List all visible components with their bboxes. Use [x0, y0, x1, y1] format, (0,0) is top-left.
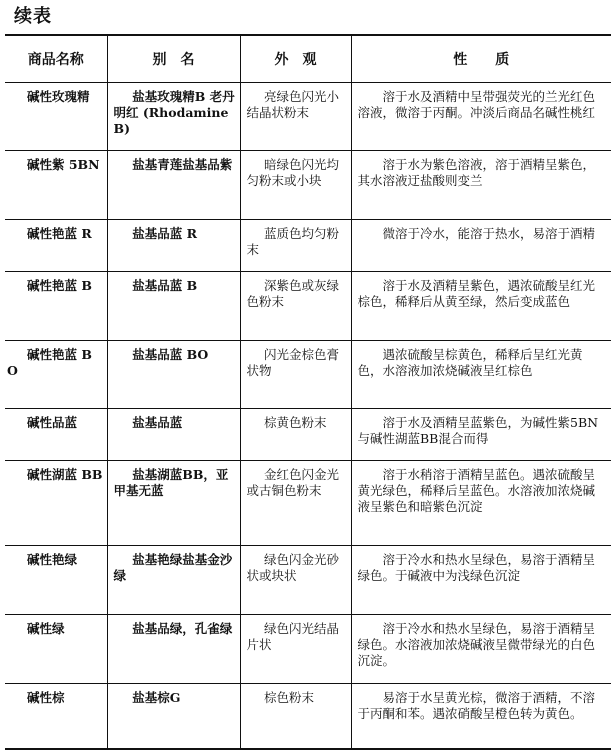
properties-cell: 溶于水为紫色溶液，溶于酒精呈紫色，其水溶液迂盐酸则变兰 [351, 151, 611, 220]
product-name-cell: 碱性艳蓝 R [5, 220, 107, 272]
properties-cell: 微溶于冷水，能溶于热水，易溶于酒精 [351, 220, 611, 272]
table-row [5, 615, 611, 684]
appearance-cell: 暗绿色闪光均匀粉末或小块 [240, 151, 351, 220]
product-name-cell: 碱性棕 [5, 684, 107, 750]
alias-cell: 盐基棕G [107, 684, 240, 750]
table-row [5, 272, 611, 341]
product-name-cell: 碱性品蓝 [5, 409, 107, 461]
alias-cell: 盐基玫瑰精B 老丹明红 (Rhodamine B) [107, 83, 240, 151]
properties-cell: 易溶于水呈黄光棕，微溶于酒精，不溶于丙酮和苯。遇浓硝酸呈橙色转为黄色。 [351, 684, 611, 750]
header-row [5, 35, 611, 83]
dye-properties-table [5, 34, 611, 750]
table-row [5, 83, 611, 151]
header-properties: 性 质 [351, 35, 611, 83]
properties-cell: 溶于水及酒精呈紫色，遇浓硫酸呈红光棕色，稀释后从黄至绿，然后变成蓝色 [351, 272, 611, 341]
product-name-cell: 碱性紫 5BN [5, 151, 107, 220]
table-row [5, 341, 611, 409]
properties-cell: 溶于冷水和热水呈绿色，易溶于酒精呈绿色。于碱液中为浅绿色沉淀 [351, 546, 611, 615]
alias-cell: 盐基艳绿盐基金沙绿 [107, 546, 240, 615]
product-name-cell: 碱性玫瑰精 [5, 83, 107, 151]
alias-cell: 盐基青莲盐基品紫 [107, 151, 240, 220]
properties-cell: 溶于水稍溶于酒精呈蓝色。遇浓硫酸呈黄光绿色，稀释后呈蓝色。水溶液加浓烧碱液呈紫色和暗紫色沉淀 [351, 461, 611, 546]
properties-cell: 溶于水及酒精中呈带强荧光的兰光红色溶液，微溶于丙酮。冲淡后商品名碱性桃红 [351, 83, 611, 151]
appearance-cell: 绿色闪金光砂状或块状 [240, 546, 351, 615]
alias-cell: 盐基品蓝 R [107, 220, 240, 272]
alias-cell: 盐基品绿，孔雀绿 [107, 615, 240, 684]
appearance-cell: 闪光金棕色膏状物 [240, 341, 351, 409]
properties-cell: 遇浓硫酸呈棕黄色，稀释后呈红光黄色，水溶液加浓烧碱液呈红棕色 [351, 341, 611, 409]
header-product-name: 商品名称 [5, 35, 107, 83]
appearance-cell: 深紫色或灰绿色粉末 [240, 272, 351, 341]
table-row [5, 151, 611, 220]
appearance-cell: 蓝质色均匀粉末 [240, 220, 351, 272]
table-row [5, 409, 611, 461]
product-name-cell: 碱性艳蓝 B [5, 272, 107, 341]
appearance-cell: 绿色闪光结晶片状 [240, 615, 351, 684]
product-name-cell: 碱性绿 [5, 615, 107, 684]
table-row [5, 546, 611, 615]
appearance-cell: 金红色闪金光或古铜色粉末 [240, 461, 351, 546]
table-row [5, 684, 611, 750]
properties-cell: 溶于冷水和热水呈绿色，易溶于酒精呈绿色。水溶液加浓烧碱液呈微带绿光的白色沉淀。 [351, 615, 611, 684]
alias-cell: 盐基品蓝 B [107, 272, 240, 341]
appearance-cell: 棕黄色粉末 [240, 409, 351, 461]
table-row [5, 220, 611, 272]
alias-cell: 盐基品蓝 [107, 409, 240, 461]
appearance-cell: 棕色粉末 [240, 684, 351, 750]
header-alias: 别 名 [107, 35, 240, 83]
properties-cell: 溶于水及酒精呈蓝紫色，为碱性紫5BN与碱性湖蓝BB混合而得 [351, 409, 611, 461]
header-appearance: 外 观 [240, 35, 351, 83]
product-name-cell: 碱性湖蓝 BB [5, 461, 107, 546]
product-name-cell: 碱性艳绿 [5, 546, 107, 615]
appearance-cell: 亮绿色闪光小结晶状粉末 [240, 83, 351, 151]
continuation-label: 续表 [14, 6, 52, 27]
product-name-cell: 碱性艳蓝 BO [5, 341, 107, 409]
alias-cell: 盐基品蓝 BO [107, 341, 240, 409]
table-row [5, 461, 611, 546]
alias-cell: 盐基湖蓝BB，亚甲基无蓝 [107, 461, 240, 546]
